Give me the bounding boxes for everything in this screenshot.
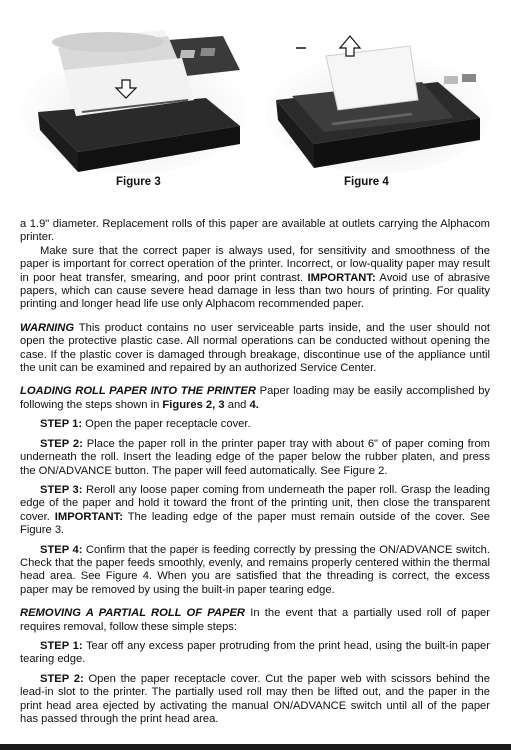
warning-text: This product contains no user serviceable parts inside, and the user should not open the protective plastic case. All normal operations can be conducted without opening the case. If the plastic cover is damaged through breakage, discontinue use of the appliance until the unit can be examined and repaired by an authorized Service Center. (20, 321, 490, 375)
remove-step-1 (20, 640, 490, 667)
load-step-2 (20, 438, 490, 478)
step-text: Reroll any loose paper coming from underneath the paper roll. Grasp the leading edge of the paper and hold it toward the front of the printing unit, then close the transparent cover. (20, 483, 490, 523)
removing-text: In the event that a partially used roll of paper requires removal, follow these simple steps: (20, 607, 490, 633)
body-text (20, 218, 490, 726)
loading-text: and (224, 398, 250, 411)
paragraph-text: Make sure that the correct paper is always used, for sensitivity and smoothness of the paper is important for correct operation of the printer. Incorrect, or low-quality paper may result in poor heat transfer, smearing, and poor print contrast. (20, 244, 490, 284)
figure-ref: 4. (249, 398, 259, 411)
step-label: STEP 3: (40, 483, 83, 496)
step-text: Confirm that the paper is feeding correctly by pressing the ON/ADVANCE switch. Check that the paper feeds smoothly, evenly, and remains properly centered within the thermal head area. See Figure 4. When you are satisfied that the threading is correct, the excess paper may be removed by using the built-in paper tearing edge. (20, 543, 491, 596)
paragraph-correct-paper (20, 245, 490, 312)
step-text: Tear off any excess paper protruding from the print head, using the built-in paper tearing edge. (20, 639, 490, 666)
paragraph-text: Avoid use of abrasive papers, which can cause severe head damage in less than two hours of printing. For quality printing and longer head life use only Alphacom recommended paper. (20, 271, 490, 311)
printer-illustration-open-cover (18, 0, 250, 176)
remove-step-2 (20, 673, 490, 727)
step-label: STEP 2: (40, 437, 83, 450)
paragraph-paper-diameter: a 1.9" diameter. Replacement rolls of this paper are available at outlets carrying the Alphacom printer. (20, 218, 490, 244)
step-text: Open the paper receptacle cover. Cut the paper web with scissors behind the lead-in slot to the printer. The partially used roll may then be lifted out, and the paper in the print head area ejected by activating the manual ON/ADVANCE switch until all of the paper has passed through the print head area. (20, 672, 490, 725)
loading-paragraph (20, 385, 490, 412)
printer-illustration-paper-feed (262, 0, 494, 176)
figure-4-printer-photo (262, 0, 494, 176)
step-label: STEP 1: (40, 418, 83, 431)
step-label: STEP 1: (40, 639, 83, 652)
figure-3-printer-photo (18, 0, 250, 176)
load-step-4 (20, 544, 490, 598)
figure-3-caption: Figure 3 (116, 176, 161, 188)
figures-ref: Figures 2, 3 (162, 398, 225, 411)
important-label: IMPORTANT: (307, 271, 376, 284)
step-text: The leading edge of the paper must remain outside of the cover. See Figure 3. (20, 510, 490, 537)
step-text: Place the paper roll in the printer paper tray with about 6" of paper coming from underneath the roll. Insert the leading edge of the paper below the rubber platen, and press the ON/ADVANCE button. The paper will feed automatically. See Figure 2. (20, 437, 490, 477)
removing-heading: REMOVING A PARTIAL ROLL OF PAPER (20, 607, 245, 620)
important-label: IMPORTANT: (54, 510, 123, 523)
figure-4-caption: Figure 4 (344, 176, 389, 188)
warning-heading: WARNING (20, 321, 75, 334)
warning-paragraph (20, 322, 490, 376)
loading-text: Paper loading may be easily accomplished by following the steps shown in (20, 385, 491, 411)
bottom-rule (0, 744, 511, 750)
load-step-3 (20, 484, 490, 538)
load-step-1 (20, 418, 490, 431)
step-text: Open the paper receptacle cover. (82, 418, 251, 431)
step-label: STEP 2: (40, 672, 84, 685)
step-label: STEP 4: (40, 543, 83, 556)
loading-heading: LOADING ROLL PAPER INTO THE PRINTER (20, 385, 256, 398)
removing-paragraph (20, 607, 490, 634)
